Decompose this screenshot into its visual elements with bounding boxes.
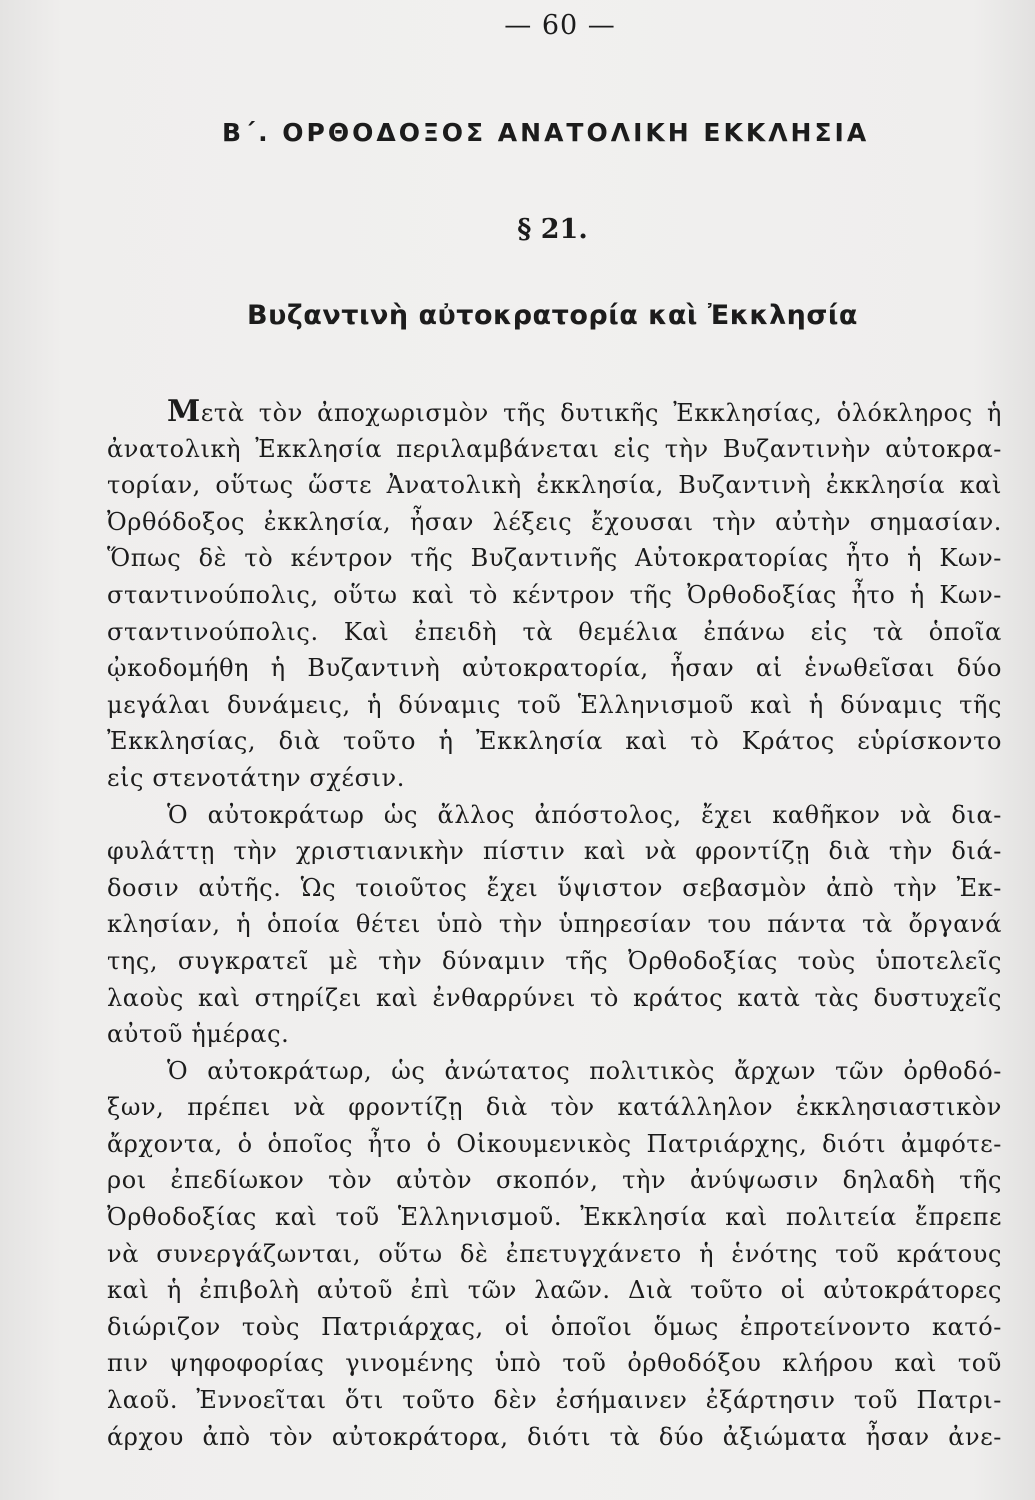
text-line: της, συγκρατεῖ μὲ τὴν δύναμιν τῆς Ὀρθοδοξίας τοὺς ὑποτελεῖς bbox=[107, 946, 1002, 975]
text-line: κλησίαν, ἡ ὁποία θέτει ὑπὸ τὴν ὑπηρεσίαν του πάντα τὰ ὄργανά bbox=[107, 910, 1002, 939]
text-line: νὰ συνεργάζωνται, οὕτω δὲ ἐπετυγχάνετο ἡ ἑνότης τοῦ κράτους bbox=[107, 1239, 1002, 1268]
text-line: δοσιν αὐτῆς. Ὡς τοιοῦτος ἔχει ὕψιστον σεβασμὸν ἀπὸ τὴν Ἐκ- bbox=[107, 873, 1002, 902]
text-line: καὶ ἡ ἐπιβολὴ αὐτοῦ ἐπὶ τῶν λαῶν. Διὰ τοῦτο οἱ αὐτοκράτορες bbox=[107, 1276, 1002, 1305]
section-title: Βυζαντινὴ αὐτοκρατορία καὶ Ἐκκλησία bbox=[247, 300, 858, 331]
text-line: λαοὺς καὶ στηρίζει καὶ ἐνθαρρύνει τὸ κράτος κατὰ τὰς δυστυχεῖς bbox=[107, 983, 1002, 1012]
text-line: πιν ψηφοφορίας γινομένης ὑπὸ τοῦ ὀρθοδόξου κλήρου καὶ τοῦ bbox=[107, 1349, 1002, 1378]
drop-initial: Μ bbox=[167, 394, 201, 429]
text-line: λαοῦ. Ἐννοεῖται ὅτι τοῦτο δὲν ἐσήμαινεν ἐξάρτησιν τοῦ Πατρι- bbox=[107, 1386, 1002, 1415]
text-line bbox=[107, 394, 1002, 431]
text-line: Ἐκκλησίας, διὰ τοῦτο ἡ Ἐκκλησία καὶ τὸ Κράτος εὑρίσκοντο bbox=[107, 727, 1002, 756]
text-line: σταντινούπολις, οὕτω καὶ τὸ κέντρον τῆς Ὀρθοδοξίας ἦτο ἡ Κων- bbox=[107, 580, 1002, 609]
text-line: ἄρχοντα, ὁ ὁποῖος ἦτο ὁ Οἰκουμενικὸς Πατριάρχης, διότι ἀμφότε- bbox=[107, 1129, 1002, 1158]
text-line: φυλάττῃ τὴν χριστιανικὴν πίστιν καὶ νὰ φροντίζῃ διὰ τὴν διά- bbox=[107, 837, 1002, 866]
text-line: άρχου ἀπὸ τὸν αὐτοκράτορα, διότι τὰ δύο ἀξιώματα ἦσαν ἀνε- bbox=[107, 1422, 1002, 1451]
text-line: σταντινούπολις. Καὶ ἐπειδὴ τὰ θεμέλια ἐπάνω εἰς τὰ ὁποῖα bbox=[107, 617, 1002, 646]
page-number: — 60 — bbox=[504, 10, 616, 41]
text-line: ᾠκοδομήθη ἡ Βυζαντινὴ αὐτοκρατορία, ἦσαν αἱ ἑνωθεῖσαι δύο bbox=[107, 654, 1002, 683]
text-line: τορίαν, οὕτως ὥστε Ἀνατολικὴ ἐκκλησία, Βυζαντινὴ ἐκκλησία καὶ bbox=[107, 471, 1002, 500]
text-line: Ὀρθόδοξος ἐκκλησία, ἦσαν λέξεις ἔχουσαι τὴν αὐτὴν σημασίαν. bbox=[107, 507, 1002, 536]
text-line: Ὁ αὐτοκράτωρ ὡς ἄλλος ἀπόστολος, ἔχει καθῆκον νὰ δια- bbox=[167, 800, 1002, 829]
text-line: μεγάλαι δυνάμεις, ἡ δύναμις τοῦ Ἑλληνισμοῦ καὶ ἡ δύναμις τῆς bbox=[107, 690, 1002, 719]
text-line: Ὀρθοδοξίας καὶ τοῦ Ἑλληνισμοῦ. Ἐκκλησία καὶ πολιτεία ἔπρεπε bbox=[107, 1203, 1002, 1232]
first-line-rest: ετὰ τὸν ἀποχωρισμὸν τῆς δυτικῆς Ἐκκλησίας, ὁλόκληρος ἡ bbox=[200, 399, 1002, 427]
text-line: Ὅπως δὲ τὸ κέντρον τῆς Βυζαντινῆς Αὐτοκρατορίας ἦτο ἡ Κων- bbox=[107, 544, 1002, 573]
text-line: ἀνατολικὴ Ἐκκλησία περιλαμβάνεται εἰς τὴν Βυζαντινὴν αὐτοκρα- bbox=[107, 434, 1002, 463]
text-line: ροι ἐπεδίωκον τὸν αὐτὸν σκοπόν, τὴν ἀνύψωσιν δηλαδὴ τῆς bbox=[107, 1166, 1002, 1195]
text-line: εἰς στενοτάτην σχέσιν. bbox=[107, 763, 405, 792]
chapter-title: Β΄. ΟΡΘΟΔΟΞΟΣ ΑΝΑΤΟΛΙΚΗ ΕΚΚΛΗΣΙΑ bbox=[222, 118, 870, 147]
text-line: ξων, πρέπει νὰ φροντίζῃ διὰ τὸν κατάλληλον ἐκκλησιαστικὸν bbox=[107, 1093, 1002, 1122]
text-line: διώριζον τοὺς Πατριάρχας, οἱ ὁποῖοι ὅμως ἐπροτείνοντο κατό- bbox=[107, 1312, 1002, 1341]
text-line: Ὁ αὐτοκράτωρ, ὡς ἀνώτατος πολιτικὸς ἄρχων τῶν ὀρθοδό- bbox=[167, 1056, 1002, 1085]
body-text bbox=[107, 394, 1002, 1455]
text-line: αὐτοῦ ἡμέρας. bbox=[107, 1020, 290, 1049]
section-number: § 21. bbox=[517, 214, 588, 245]
